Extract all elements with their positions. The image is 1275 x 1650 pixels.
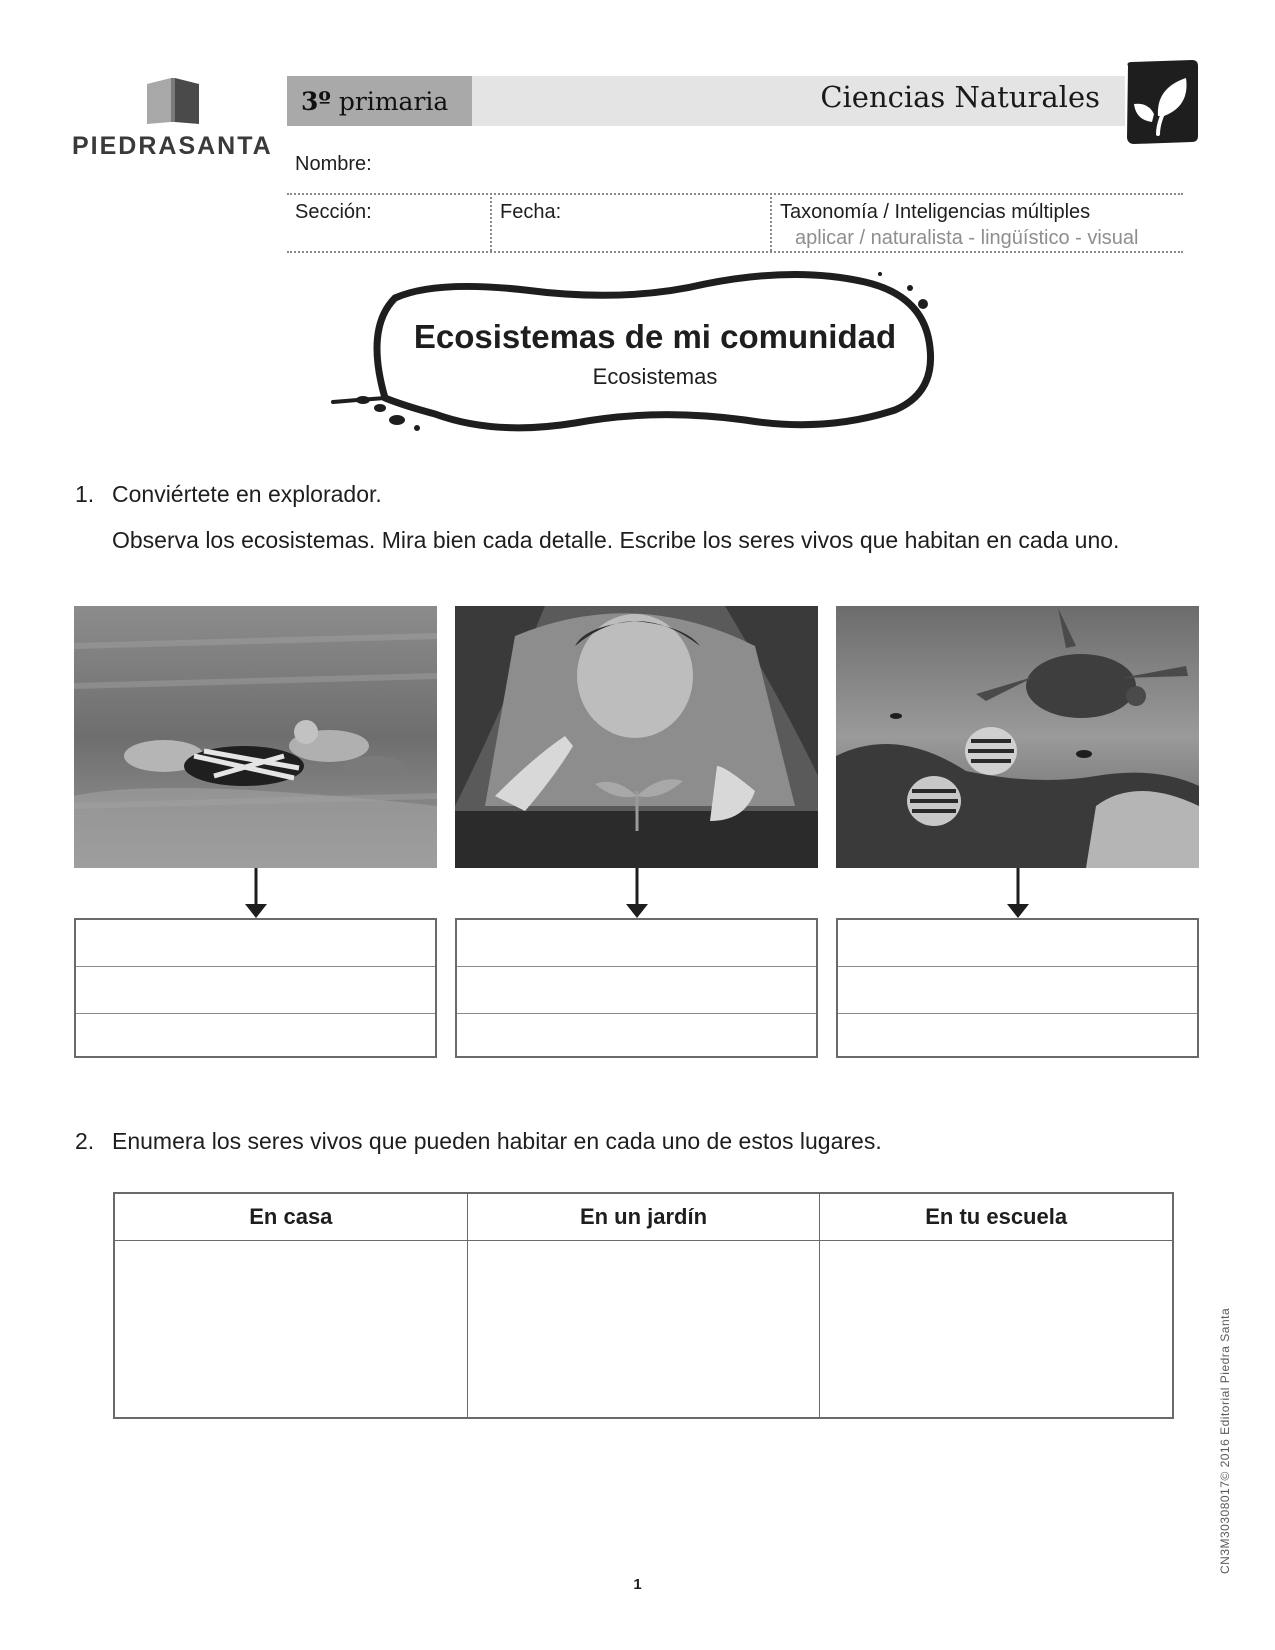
answer-cell[interactable] bbox=[820, 1241, 1172, 1417]
answer-line[interactable] bbox=[457, 967, 816, 1014]
question-1-instruction: Observa los ecosistemas. Mira bien cada detalle. Escribe los seres vivos que habitan en cada uno. bbox=[112, 527, 1120, 553]
column-header-garden: En un jardín bbox=[468, 1194, 820, 1241]
garden-photo bbox=[455, 606, 818, 868]
arrow-down-icon bbox=[622, 868, 652, 918]
savanna-answer-box[interactable] bbox=[74, 918, 437, 1058]
garden-answer-box[interactable] bbox=[455, 918, 818, 1058]
divider bbox=[490, 193, 492, 251]
grade-number: 3º bbox=[301, 86, 331, 116]
logo-book-icon bbox=[145, 76, 201, 126]
answer-line[interactable] bbox=[76, 920, 435, 967]
grade-word: primaria bbox=[338, 86, 449, 116]
answer-cell[interactable] bbox=[115, 1241, 467, 1417]
question-1-number: 1. bbox=[75, 481, 95, 507]
reef-answer-box[interactable] bbox=[836, 918, 1199, 1058]
table-column bbox=[820, 1194, 1172, 1417]
answer-line[interactable] bbox=[838, 967, 1197, 1014]
question-2-text: Enumera los seres vivos que pueden habitar en cada uno de estos lugares. bbox=[112, 1128, 882, 1154]
worksheet-subtitle: Ecosistemas bbox=[592, 364, 718, 389]
savanna-photo bbox=[74, 606, 437, 868]
answer-cell[interactable] bbox=[468, 1241, 820, 1417]
arrow-down-icon bbox=[241, 868, 271, 918]
copyright-note: CN3M3030801​7© 2016 Editorial Piedra Santa bbox=[1218, 1307, 1232, 1574]
answer-line[interactable] bbox=[838, 920, 1197, 967]
taxonomy-title: Taxonomía / Inteligencias múltiples bbox=[780, 201, 1091, 223]
answer-line[interactable] bbox=[76, 1014, 435, 1060]
grade-label bbox=[287, 76, 472, 126]
divider bbox=[287, 251, 1183, 253]
section-label: Sección: bbox=[295, 201, 372, 223]
page-number: 1 bbox=[633, 1576, 642, 1593]
publisher-logo: PIEDRASANTA bbox=[72, 132, 273, 160]
answer-line[interactable] bbox=[457, 1014, 816, 1060]
name-label: Nombre: bbox=[295, 153, 372, 175]
date-label: Fecha: bbox=[500, 201, 562, 223]
table-column bbox=[468, 1194, 821, 1417]
table-column bbox=[115, 1194, 468, 1417]
divider bbox=[287, 193, 1183, 195]
arrow-down-icon bbox=[1003, 868, 1033, 918]
question-2-number: 2. bbox=[75, 1128, 95, 1154]
column-header-home: En casa bbox=[115, 1194, 467, 1241]
column-header-school: En tu escuela bbox=[820, 1194, 1172, 1241]
answer-line[interactable] bbox=[76, 967, 435, 1014]
question-1-text: Conviértete en explorador. bbox=[112, 481, 382, 507]
living-beings-table bbox=[113, 1192, 1174, 1419]
subject-title: Ciencias Naturales bbox=[820, 80, 1100, 114]
divider bbox=[770, 193, 772, 251]
taxonomy-detail: aplicar / naturalista - lingüístico - visual bbox=[795, 227, 1139, 249]
leaf-icon bbox=[1122, 60, 1199, 144]
reef-photo bbox=[836, 606, 1199, 868]
answer-line[interactable] bbox=[457, 920, 816, 967]
answer-line[interactable] bbox=[838, 1014, 1197, 1060]
worksheet-title: Ecosistemas de mi comunidad bbox=[413, 318, 897, 355]
